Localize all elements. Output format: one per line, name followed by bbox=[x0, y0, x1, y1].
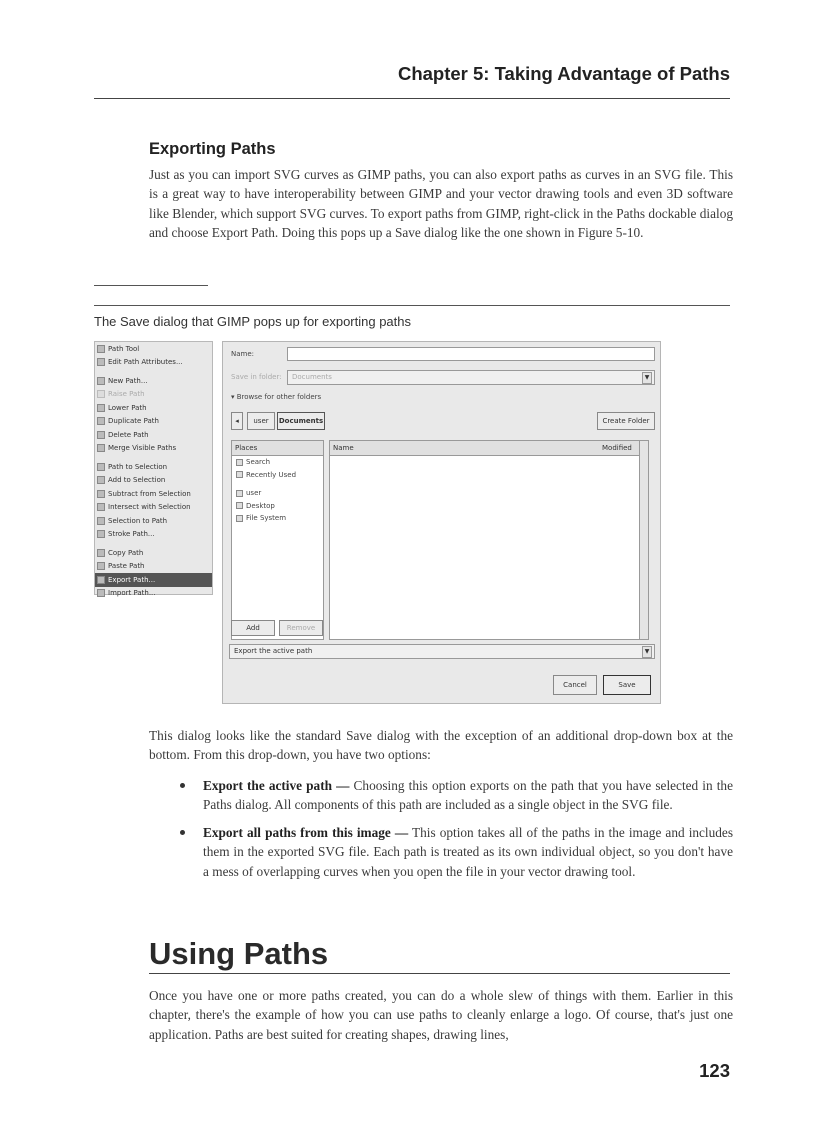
menu-item-icon bbox=[97, 476, 105, 484]
menu-item[interactable] bbox=[95, 474, 212, 488]
combo-arrow-icon: ▼ bbox=[642, 646, 652, 658]
menu-item-label: Paste Path bbox=[108, 562, 145, 571]
path-button-documents[interactable]: Documents bbox=[277, 412, 325, 430]
menu-item[interactable] bbox=[95, 560, 212, 574]
option-text: Choosing this option exports on the path that you have selected in the Paths dialog. All components of this path are included as a single object in the SVG file. bbox=[203, 778, 733, 813]
menu-item[interactable] bbox=[95, 374, 212, 388]
header-rule bbox=[94, 98, 730, 99]
menu-item-label: Intersect with Selection bbox=[108, 503, 191, 512]
bullet-icon bbox=[180, 830, 185, 835]
menu-item-label: Duplicate Path bbox=[108, 417, 159, 426]
menu-item-label: Merge Visible Paths bbox=[108, 444, 177, 453]
create-folder-button[interactable]: Create Folder bbox=[597, 412, 655, 430]
menu-item[interactable] bbox=[95, 401, 212, 415]
folder-icon bbox=[236, 515, 243, 522]
path-button-user[interactable]: user bbox=[247, 412, 275, 430]
files-header-modified[interactable]: Modified bbox=[602, 444, 632, 452]
page-number: 123 bbox=[699, 1060, 730, 1081]
folder-icon bbox=[236, 502, 243, 509]
menu-item-icon bbox=[97, 503, 105, 511]
save-in-value: Documents bbox=[292, 373, 332, 381]
menu-item[interactable] bbox=[95, 514, 212, 528]
menu-item[interactable] bbox=[95, 501, 212, 515]
menu-item-icon bbox=[97, 431, 105, 439]
menu-item-icon bbox=[97, 404, 105, 412]
figure-rule bbox=[94, 305, 730, 306]
menu-item[interactable] bbox=[95, 442, 212, 456]
menu-item-label: Stroke Path... bbox=[108, 530, 155, 539]
menu-item[interactable] bbox=[95, 388, 212, 402]
list-item bbox=[180, 776, 733, 815]
option-term: Export the active path — bbox=[203, 778, 350, 793]
menu-item-label: Raise Path bbox=[108, 390, 145, 399]
place-label: File System bbox=[246, 514, 287, 522]
places-pane bbox=[231, 440, 324, 640]
export-path-dialog bbox=[222, 341, 661, 704]
section-title-exporting: Exporting Paths bbox=[149, 140, 276, 158]
place-item[interactable] bbox=[232, 469, 323, 482]
browse-label: Browse for other folders bbox=[236, 393, 322, 401]
folder-icon bbox=[236, 490, 243, 497]
menu-item-label: Path to Selection bbox=[108, 462, 168, 471]
places-header[interactable]: Places bbox=[232, 441, 323, 456]
menu-item-icon bbox=[97, 589, 105, 597]
menu-item[interactable] bbox=[95, 342, 212, 356]
menu-item-icon bbox=[97, 530, 105, 538]
place-item[interactable] bbox=[232, 500, 323, 513]
folder-icon bbox=[236, 459, 243, 466]
menu-item[interactable] bbox=[95, 546, 212, 560]
menu-item-icon bbox=[97, 377, 105, 385]
save-button[interactable]: Save bbox=[603, 675, 651, 695]
menu-item-label: Import Path... bbox=[108, 589, 156, 598]
files-header bbox=[330, 441, 648, 456]
menu-item[interactable] bbox=[95, 528, 212, 542]
exporting-paragraph: Just as you can import SVG curves as GIMP paths, you can also export paths as curves in an SVG file. This is a great way to have interoperability between GIMP and your vector drawing tools and even 3D software like Blender, which support SVG curves. To export paths from GIMP, right-click in the Paths dockable dialog and choose Export Path. Doing this pops up a Save dialog like the one shown in Figure 5-10. bbox=[149, 167, 733, 241]
place-label: Desktop bbox=[246, 501, 275, 510]
figure-caption: The Save dialog that GIMP pops up for exporting paths bbox=[94, 314, 412, 329]
menu-item[interactable] bbox=[95, 415, 212, 429]
menu-item-icon bbox=[97, 345, 105, 353]
place-label: Recently Used bbox=[246, 470, 297, 479]
name-label: Name: bbox=[231, 350, 255, 358]
menu-item[interactable] bbox=[95, 587, 212, 601]
menu-item-label: New Path... bbox=[108, 376, 148, 385]
browse-expander[interactable]: ▾ Browse for other folders bbox=[231, 393, 322, 401]
menu-item-icon bbox=[97, 562, 105, 570]
menu-item-icon bbox=[97, 517, 105, 525]
option-term: Export all paths from this image — bbox=[203, 824, 409, 840]
menu-item[interactable] bbox=[95, 573, 212, 587]
menu-item-icon bbox=[97, 576, 105, 584]
place-label: user bbox=[246, 489, 262, 497]
using-paragraph: Once you have one or more paths created, you can do a whole slew of things with them. Earlier in this chapter, there's the example of how you can use paths to cleanly enlarge a logo. Of course, that's just one application. Paths are best suited for creating shapes, drawing lines, bbox=[149, 988, 733, 1042]
place-item[interactable] bbox=[232, 456, 323, 469]
name-input[interactable] bbox=[287, 347, 655, 361]
menu-item-icon bbox=[97, 549, 105, 557]
menu-item-label: Add to Selection bbox=[108, 476, 166, 485]
path-back-button[interactable]: ◂ bbox=[231, 412, 243, 430]
export-options-list bbox=[180, 776, 733, 889]
menu-item-label: Lower Path bbox=[108, 403, 147, 412]
save-in-combo[interactable] bbox=[287, 370, 655, 385]
menu-item-label: Export Path... bbox=[108, 575, 156, 584]
place-item[interactable] bbox=[232, 512, 323, 525]
remove-place-button[interactable]: Remove bbox=[279, 620, 323, 636]
menu-item[interactable] bbox=[95, 428, 212, 442]
menu-item-icon bbox=[97, 444, 105, 452]
menu-item[interactable] bbox=[95, 460, 212, 474]
menu-item-label: Path Tool bbox=[108, 344, 140, 353]
short-rule bbox=[94, 285, 208, 286]
save-in-label: Save in folder: bbox=[231, 373, 282, 381]
menu-item-icon bbox=[97, 358, 105, 366]
cancel-button[interactable]: Cancel bbox=[553, 675, 597, 695]
files-pane bbox=[329, 440, 649, 640]
export-option-value: Export the active path bbox=[234, 647, 313, 655]
bullet-icon bbox=[180, 783, 185, 788]
place-label: Search bbox=[246, 458, 271, 466]
menu-item-icon bbox=[97, 417, 105, 425]
paths-context-menu bbox=[94, 341, 213, 598]
menu-item-icon bbox=[97, 390, 105, 398]
files-scrollbar[interactable] bbox=[639, 441, 648, 639]
list-item bbox=[180, 823, 733, 881]
files-header-name[interactable]: Name bbox=[333, 444, 354, 452]
menu-item-icon bbox=[97, 463, 105, 471]
option-text: This option takes all of the paths in the image and includes them in the exported SVG file. Each path is treated as its own individual object, so you don't have a mess of overlapping curves when you open the file in your vector drawing tool. bbox=[203, 824, 734, 879]
menu-item-label: Copy Path bbox=[108, 548, 144, 557]
menu-item-label: Selection to Path bbox=[108, 516, 168, 525]
section-title-using: Using Paths bbox=[149, 936, 329, 971]
menu-item-label: Delete Path bbox=[108, 430, 149, 439]
menu-item-label: Subtract from Selection bbox=[108, 489, 191, 498]
dialog-intro-paragraph: This dialog looks like the standard Save dialog with the exception of an additional drop-down box at the bottom. From this drop-down, you have two options: bbox=[149, 728, 733, 763]
running-header: Chapter 5: Taking Advantage of Paths bbox=[397, 63, 730, 84]
menu-item-icon bbox=[97, 490, 105, 498]
add-place-button[interactable]: Add bbox=[231, 620, 275, 636]
menu-item[interactable] bbox=[95, 487, 212, 501]
heading-rule bbox=[149, 973, 730, 974]
combo-arrow-icon: ▼ bbox=[642, 372, 652, 384]
folder-icon bbox=[236, 471, 243, 478]
place-item[interactable] bbox=[232, 487, 323, 500]
export-option-combo[interactable] bbox=[229, 644, 655, 659]
menu-item-label: Edit Path Attributes... bbox=[108, 358, 183, 367]
menu-item[interactable] bbox=[95, 356, 212, 370]
